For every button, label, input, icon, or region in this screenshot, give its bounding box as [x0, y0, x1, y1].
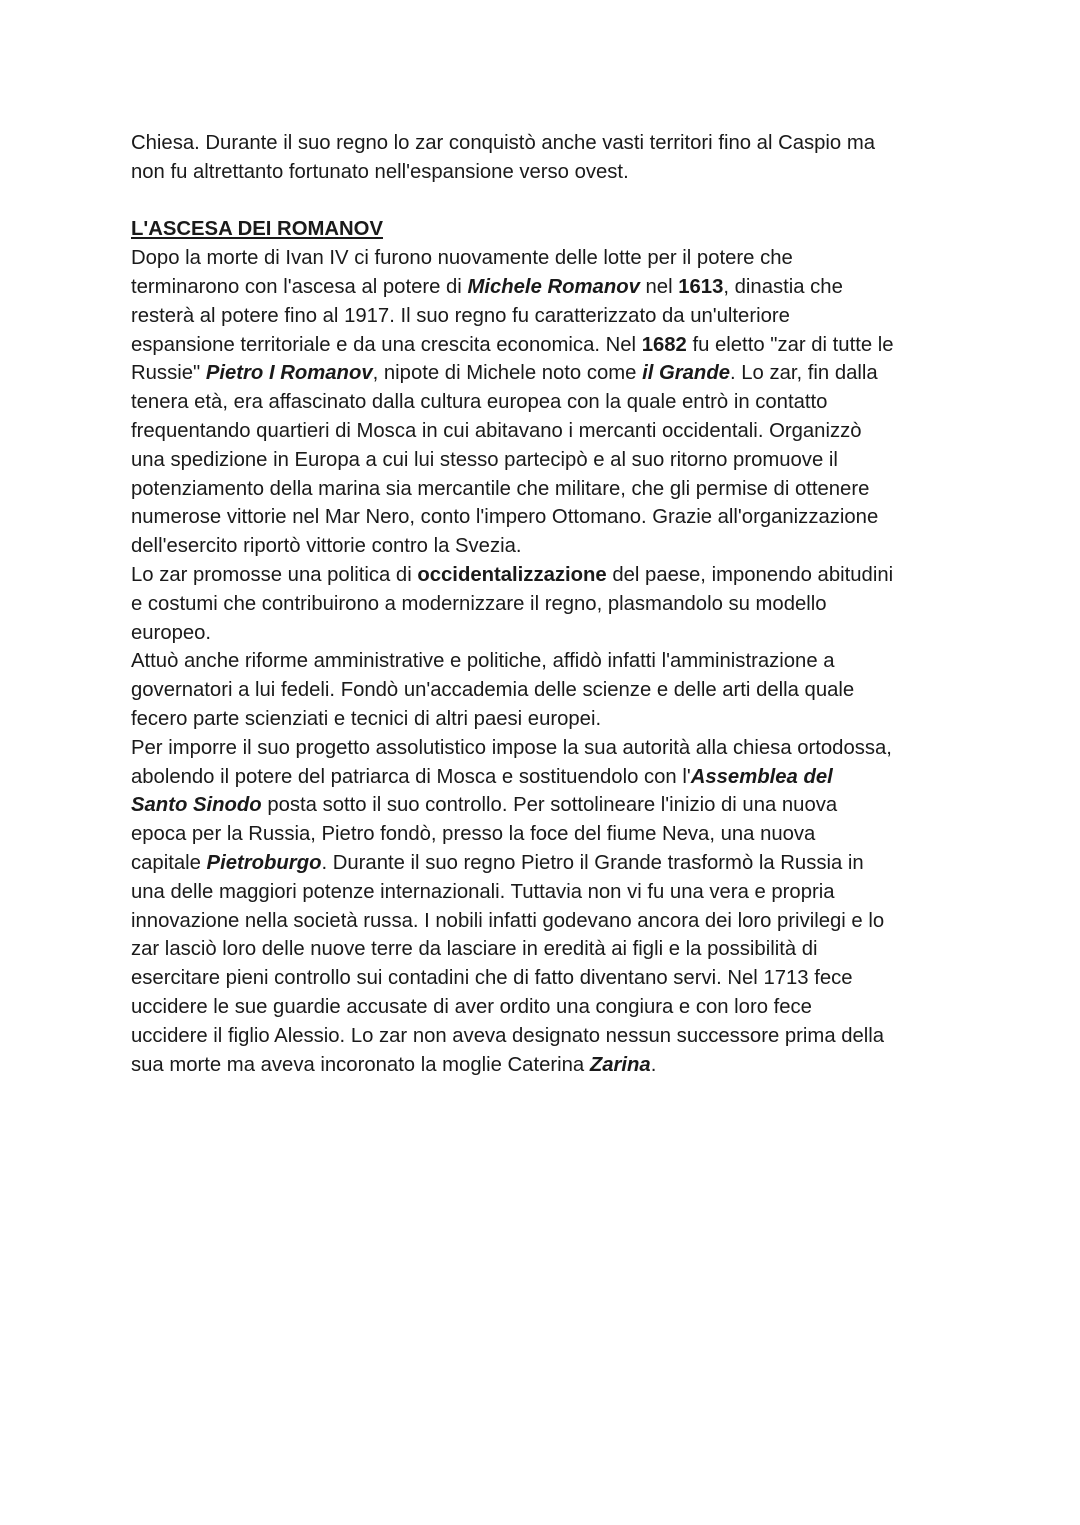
intro-text: non fu altrettanto fortunato nell'espansione verso ovest. — [131, 160, 629, 183]
text: esercitare pieni controllo sui contadini che di fatto diventano servi. Nel 1713 fece — [131, 967, 853, 990]
text: sua morte ma aveva incoronato la moglie Caterina — [131, 1053, 590, 1076]
emphasis-occidentalizzazione: occidentalizzazione — [417, 563, 607, 586]
text: , dinastia che — [723, 275, 843, 298]
text: Russie" — [131, 362, 206, 385]
text: innovazione nella società russa. I nobili infatti godevano ancora dei loro privilegi e lo — [131, 909, 885, 932]
text: abolendo il potere del patriarca di Mosca e sostituendolo con l' — [131, 765, 691, 788]
intro-paragraph — [131, 129, 961, 187]
text: fecero parte scienziati e tecnici di altri paesi europei. — [131, 707, 602, 730]
emphasis-zarina: Zarina — [589, 1053, 651, 1076]
emphasis-pietroburgo: Pietroburgo — [206, 851, 322, 874]
document-body — [131, 129, 961, 1079]
section-heading: L'ASCESA DEI ROMANOV — [131, 218, 383, 241]
emphasis-year-1613: 1613 — [678, 275, 724, 298]
emphasis-michele-romanov: Michele Romanov — [467, 275, 640, 298]
paragraph-gap — [131, 187, 961, 216]
emphasis-il-grande: il Grande — [642, 362, 730, 385]
text: espansione territoriale e da una crescita economica. Nel — [131, 333, 642, 356]
text: capitale — [131, 851, 207, 874]
text: europeo. — [131, 621, 212, 644]
text: nel — [639, 275, 679, 298]
emphasis-santo-sinodo: Santo Sinodo — [131, 794, 262, 817]
paragraph-romanov-rise — [131, 244, 961, 561]
text: posta sotto il suo controllo. Per sottolineare l'inizio di una nuova — [261, 794, 838, 817]
text: Attuò anche riforme amministrative e politiche, affidò infatti l'amministrazione a — [131, 650, 835, 673]
emphasis-assemblea: Assemblea del — [690, 765, 833, 788]
text: una delle maggiori potenze internazionali. Tuttavia non vi fu una vera e propria — [131, 880, 835, 903]
text: Lo zar promosse una politica di — [131, 563, 418, 586]
paragraph-westernization — [131, 561, 961, 647]
text: dell'esercito riportò vittorie contro la Svezia. — [131, 535, 522, 558]
text: una spedizione in Europa a cui lui stesso partecipò e al suo ritorno promuove il — [131, 448, 838, 471]
text: numerose vittorie nel Mar Nero, conto l'impero Ottomano. Grazie all'organizzazione — [131, 506, 879, 529]
text: governatori a lui fedeli. Fondò un'accademia delle scienze e delle arti della quale — [131, 679, 855, 702]
text: resterà al potere fino al 1917. Il suo regno fu caratterizzato da un'ulteriore — [131, 304, 790, 327]
text: e costumi che contribuirono a modernizzare il regno, plasmandolo su modello — [131, 592, 827, 615]
text: , nipote di Michele noto come — [372, 362, 643, 385]
text: potenziamento della marina sia mercantile che militare, che gli permise di ottenere — [131, 477, 870, 500]
text: . Lo zar, fin dalla — [730, 362, 878, 385]
paragraph-reforms — [131, 647, 961, 733]
text: uccidere il figlio Alessio. Lo zar non aveva designato nessun successore prima della — [131, 1024, 885, 1047]
intro-text: Chiesa. Durante il suo regno lo zar conquistò anche vasti territori fino al Caspio ma — [131, 132, 876, 154]
text: del paese, imponendo abitudini — [606, 563, 894, 586]
text: epoca per la Russia, Pietro fondò, presso la foce del fiume Neva, una nuova — [131, 823, 816, 846]
emphasis-pietro-romanov: Pietro I Romanov — [205, 362, 373, 385]
text: Dopo la morte di Ivan IV ci furono nuovamente delle lotte per il potere che — [131, 247, 793, 270]
text: frequentando quartieri di Mosca in cui abitavano i mercanti occidentali. Organizzò — [131, 419, 862, 442]
emphasis-year-1682: 1682 — [641, 333, 687, 356]
text: uccidere le sue guardie accusate di aver ordito una congiura e con loro fece — [131, 995, 812, 1018]
text: . Durante il suo regno Pietro il Grande trasformò la Russia in — [321, 851, 864, 874]
text: Per imporre il suo progetto assolutistico impose la sua autorità alla chiesa ortodossa, — [131, 736, 892, 759]
text: fu eletto "zar di tutte le — [686, 333, 894, 356]
text: zar lasciò loro delle nuove terre da lasciare in eredità ai figli e la possibilità di — [131, 938, 818, 961]
paragraph-absolutism — [131, 734, 961, 1080]
text: tenera età, era affascinato dalla cultura europea con la quale entrò in contatto — [131, 391, 828, 414]
text: terminarono con l'ascesa al potere di — [131, 275, 468, 298]
text: . — [650, 1053, 657, 1076]
